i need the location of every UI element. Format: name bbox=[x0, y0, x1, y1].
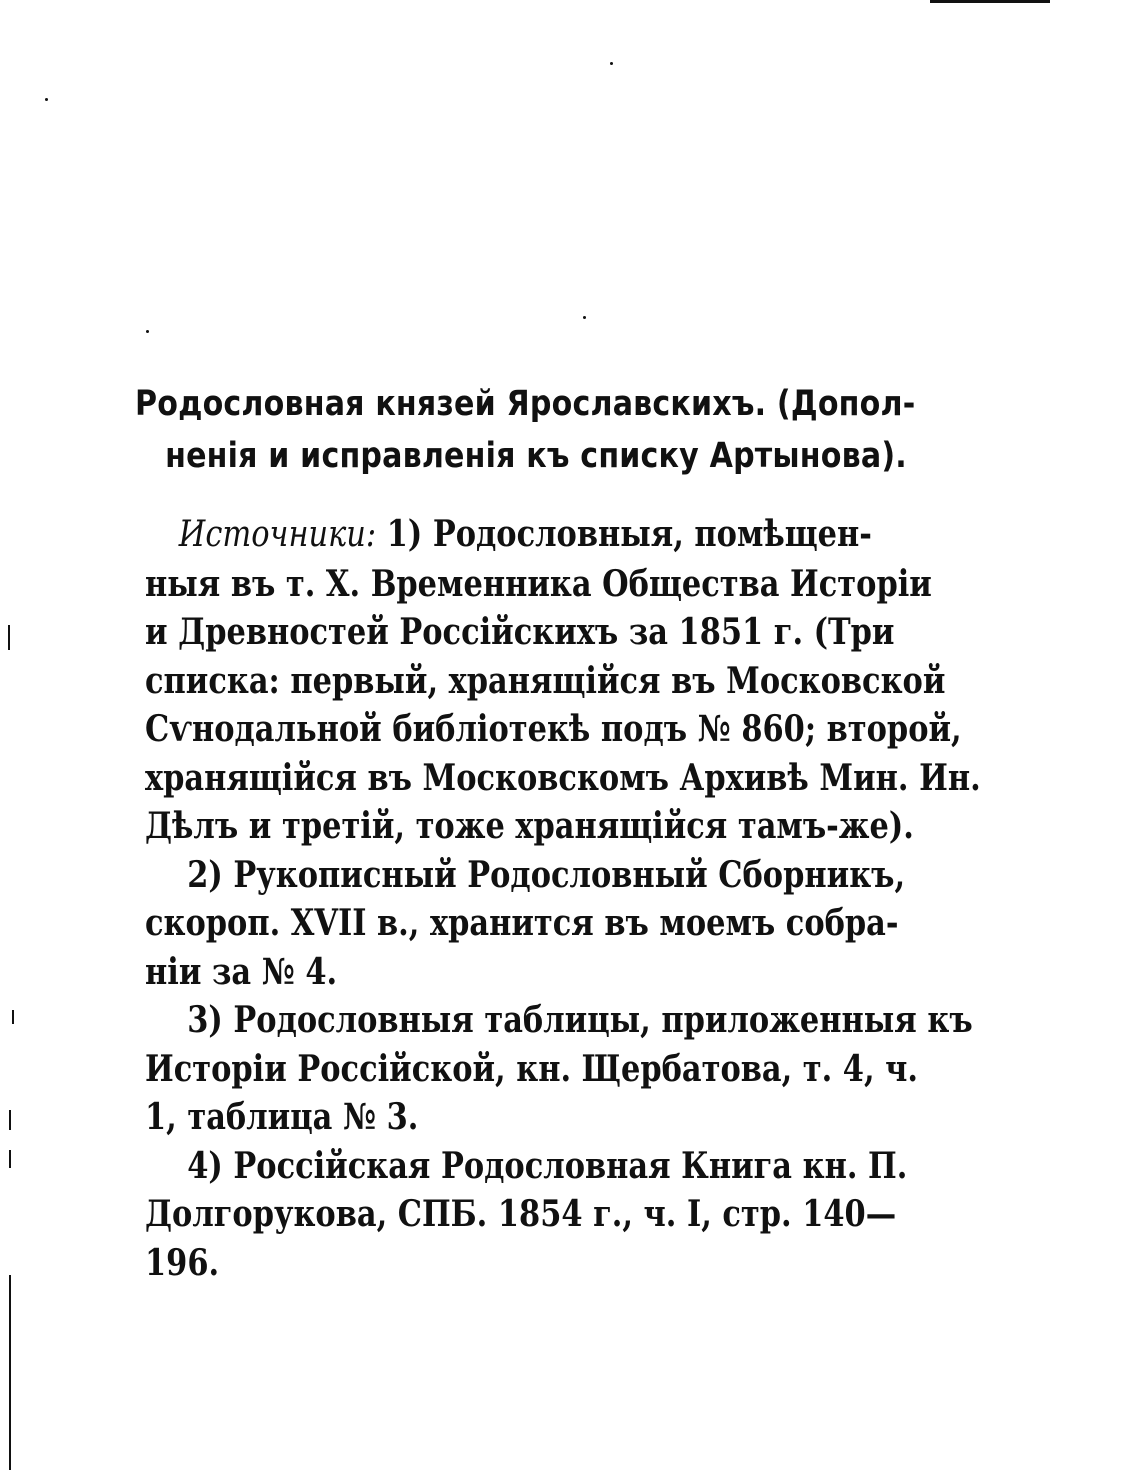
text-line: 196. bbox=[145, 1241, 220, 1284]
text-fragment: 1) Родословныя, помѣщен- bbox=[386, 513, 872, 555]
scan-artifact-top-rule bbox=[930, 0, 1050, 3]
text-line: Дѣлъ и третій, тоже хранящійся тамъ-же). bbox=[145, 805, 914, 847]
text-line: 2) Рукописный Родословный Сборникъ, bbox=[187, 853, 906, 896]
text-line: и Древностей Россійскихъ за 1851 г. (Три bbox=[145, 611, 895, 653]
scan-artifact-edge-mark bbox=[9, 1150, 11, 1168]
sources-label: Источники: bbox=[178, 514, 377, 555]
scan-artifact-dot bbox=[45, 98, 48, 101]
text-line: скороп. XVII в., хранится въ моемъ собра- bbox=[145, 902, 899, 944]
sources-paragraphs bbox=[145, 510, 981, 1287]
title-line: ненія и исправленія къ списку Артынова). bbox=[165, 436, 907, 476]
title-line: Родословная князей Ярославскихъ. (Допол- bbox=[135, 384, 916, 424]
page-title bbox=[135, 378, 916, 482]
text-line: 1, таблица № 3. bbox=[145, 1096, 419, 1138]
scan-artifact-dot bbox=[583, 316, 586, 319]
text-line: 4) Россійская Родословная Книга кн. П. bbox=[187, 1144, 908, 1187]
scan-artifact-edge-mark bbox=[12, 1010, 14, 1024]
scan-artifact-dot bbox=[146, 330, 149, 333]
scan-artifact-edge-mark bbox=[8, 625, 10, 650]
text-line: 3) Родословныя таблицы, приложенныя къ bbox=[187, 999, 973, 1041]
text-line: ніи за № 4. bbox=[145, 950, 338, 993]
scan-artifact-edge-line bbox=[9, 1275, 11, 1470]
text-line bbox=[145, 510, 906, 560]
text-line: ныя въ т. X. Временника Общества Исторіи bbox=[145, 562, 932, 605]
text-line: хранящійся въ Московскомъ Архивѣ Мин. Ин. bbox=[145, 756, 981, 799]
scan-artifact-edge-mark bbox=[9, 1110, 11, 1130]
text-line: Сѵнодальной библіотекѣ подъ № 860; второй, bbox=[145, 708, 962, 750]
text-line: Исторіи Россійской, кн. Щербатова, т. 4, ч. bbox=[145, 1047, 919, 1090]
scan-artifact-dot bbox=[610, 62, 613, 65]
text-line: списка: первый, хранящійся въ Московской bbox=[145, 659, 946, 702]
text-line: Долгорукова, СПБ. 1854 г., ч. I, стр. 140— bbox=[145, 1193, 897, 1235]
